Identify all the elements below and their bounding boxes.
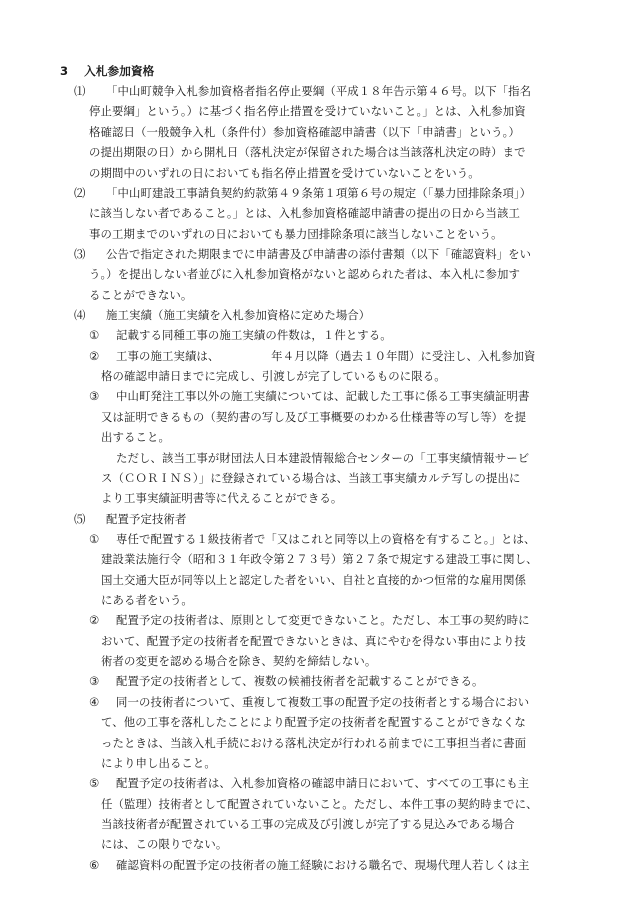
item-2-line-2: に該当しない者であること。」とは、入札参加資格確認申請書の提出の日から当該工	[89, 206, 520, 220]
item-5-sub-6-line-1: 確認資料の配置予定の技術者の施工経験における職名で、現場代理人若しくは主	[116, 858, 530, 872]
item-5-sub-3-line-1: 配置予定の技術者として、複数の候補技術者を記載することができる。	[116, 674, 484, 688]
item-4-line-1: 施工実績（施工実績を入札参加資格に定めた場合）	[106, 308, 371, 322]
item-5-sub-1-marker: ①	[89, 532, 100, 546]
item-5-sub-1-line-1: 専任で配置する１級技術者で「又はこれと同等以上の資格を有すること。」とは、	[116, 532, 536, 546]
item-5-sub-5-line-1: 配置予定の技術者は、入札参加資格の確認申請日において、すべての工事にも主	[116, 776, 530, 790]
item-5-sub-4-line-1: 同一の技術者について、重複して複数工事の配置予定の技術者とする場合におい	[116, 695, 530, 709]
item-1-marker: ⑴	[74, 84, 86, 98]
item-4-sub-3-line-5: ス（ＣＯＲＩＮＳ）」に登録されている場合は、当該工事実績カルテ写しの提出に	[101, 471, 521, 485]
item-5-sub-4-marker: ④	[89, 695, 100, 709]
item-3-marker: ⑶	[74, 247, 86, 261]
item-1-line-5: の期間中のいずれの日においても指名停止措置を受けていないことをいう。	[89, 166, 480, 180]
item-1-line-4: の提出期限の日）から開札日（落札決定が保留された場合は当該落札決定の時）まで	[89, 145, 526, 159]
item-2-line-3: 事の工期までのいずれの日においても暴力団排除条項に該当しないことをいう。	[89, 227, 503, 241]
section-heading	[60, 63, 154, 79]
item-5-sub-3-marker: ③	[89, 674, 100, 688]
item-3-line-2: う。）を提出しない者並びに入札参加資格がないと認められた者は、本入札に参加す	[89, 267, 520, 281]
item-5-sub-2-marker: ②	[89, 613, 100, 627]
item-5-sub-1-line-4: にある者をいう。	[101, 593, 193, 607]
item-4-sub-3-line-2: 又は証明できるもの（契約書の写し及び工事概要のわかる仕様書等の写し等）を提	[101, 410, 527, 424]
item-5-sub-1-line-2: 建設業法施行令（昭和３１年政令第２７３号）第２７条で規定する建設工事に関し、	[101, 552, 538, 566]
item-5-sub-1-line-3: 国土交通大臣が同等以上と認定した者をいい、自社と直接的かつ恒常的な雇用関係	[101, 573, 527, 587]
item-4-sub-2-line-2: 格の確認申請日までに完成し、引渡しが完了しているものに限る。	[101, 369, 446, 383]
item-5-sub-2-line-1: 配置予定の技術者は、原則として変更できないこと。ただし、本工事の契約時に	[116, 613, 530, 627]
item-5-sub-6-marker: ⑥	[89, 858, 100, 872]
item-5-sub-2-line-2: おいて、配置予定の技術者を配置できないときは、真にやむを得ない事由により技	[101, 634, 526, 648]
item-5-line-1: 配置予定技術者	[106, 512, 187, 526]
item-1-line-1: 「中山町競争入札参加資格者指名停止要綱（平成１８年告示第４６号。以下「指名	[106, 84, 532, 98]
item-3-line-3: ることができない。	[89, 288, 193, 302]
item-5-sub-2-line-3: 術者の変更を認める場合を除き、契約を締結しない。	[101, 654, 377, 668]
item-4-sub-1-line-1: 記載する同種工事の施工実績の件数は，１件とする。	[116, 328, 392, 342]
item-4-sub-2-marker: ②	[89, 349, 100, 363]
item-5-sub-4-line-3: ったときは、当該入札手続における落札決定が行われる前までに工事担当者に書面	[101, 736, 527, 750]
item-4-sub-3-marker: ③	[89, 389, 100, 403]
item-5-sub-4-line-4: により申し出ること。	[101, 756, 216, 770]
item-2-line-1: 「中山町建設工事請負契約約款第４９条第１項第６号の規定（「暴力団排除条項」）	[106, 186, 532, 200]
section-number: 3	[60, 64, 69, 78]
item-4-sub-3-line-4: ただし、該当工事が財団法人日本建設情報総合センターの「工事実績情報サービ	[116, 451, 530, 465]
item-4-sub-1-marker: ①	[89, 328, 100, 342]
item-4-marker: ⑷	[74, 308, 86, 322]
item-1-line-3: 格確認日（一般競争入札（条件付）参加資格確認申請書（以下「申請書」という。）	[89, 125, 520, 139]
item-4-sub-3-line-1: 中山町発注工事以外の施工実績については、記載した工事に係る工事実績証明書	[116, 389, 530, 403]
item-4-sub-3-line-3: 出すること。	[101, 430, 170, 444]
item-4-sub-3-line-6: より工事実績証明書等に代えることができる。	[101, 491, 343, 505]
item-5-sub-4-line-2: て、他の工事を落札したことにより配置予定の技術者を配置することができなくな	[101, 715, 526, 729]
item-5-sub-5-marker: ⑤	[89, 776, 100, 790]
item-4-sub-2-line-1: 工事の施工実績は、 年４月以降（過去１０年間）に受注し、入札参加資	[116, 349, 536, 363]
item-5-marker: ⑸	[74, 512, 86, 526]
item-1-line-2: 停止要綱」という。）に基づく指名停止措置を受けていないこと。」とは、入札参加資	[89, 104, 526, 118]
item-5-sub-5-line-2: 任（監理）技術者として配置されていないこと。ただし、本件工事の契約時までに、	[101, 797, 538, 811]
item-3-line-1: 公告で指定された期限までに申請書及び申請書の添付書類（以下「確認資料」をい	[106, 247, 532, 261]
item-5-sub-5-line-4: には、この限りでない。	[101, 837, 228, 851]
item-2-marker: ⑵	[74, 186, 86, 200]
section-title: 入札参加資格	[84, 64, 155, 78]
item-5-sub-5-line-3: 当該技術者が配置されている工事の完成及び引渡しが完了する見込みである場合	[101, 817, 515, 831]
